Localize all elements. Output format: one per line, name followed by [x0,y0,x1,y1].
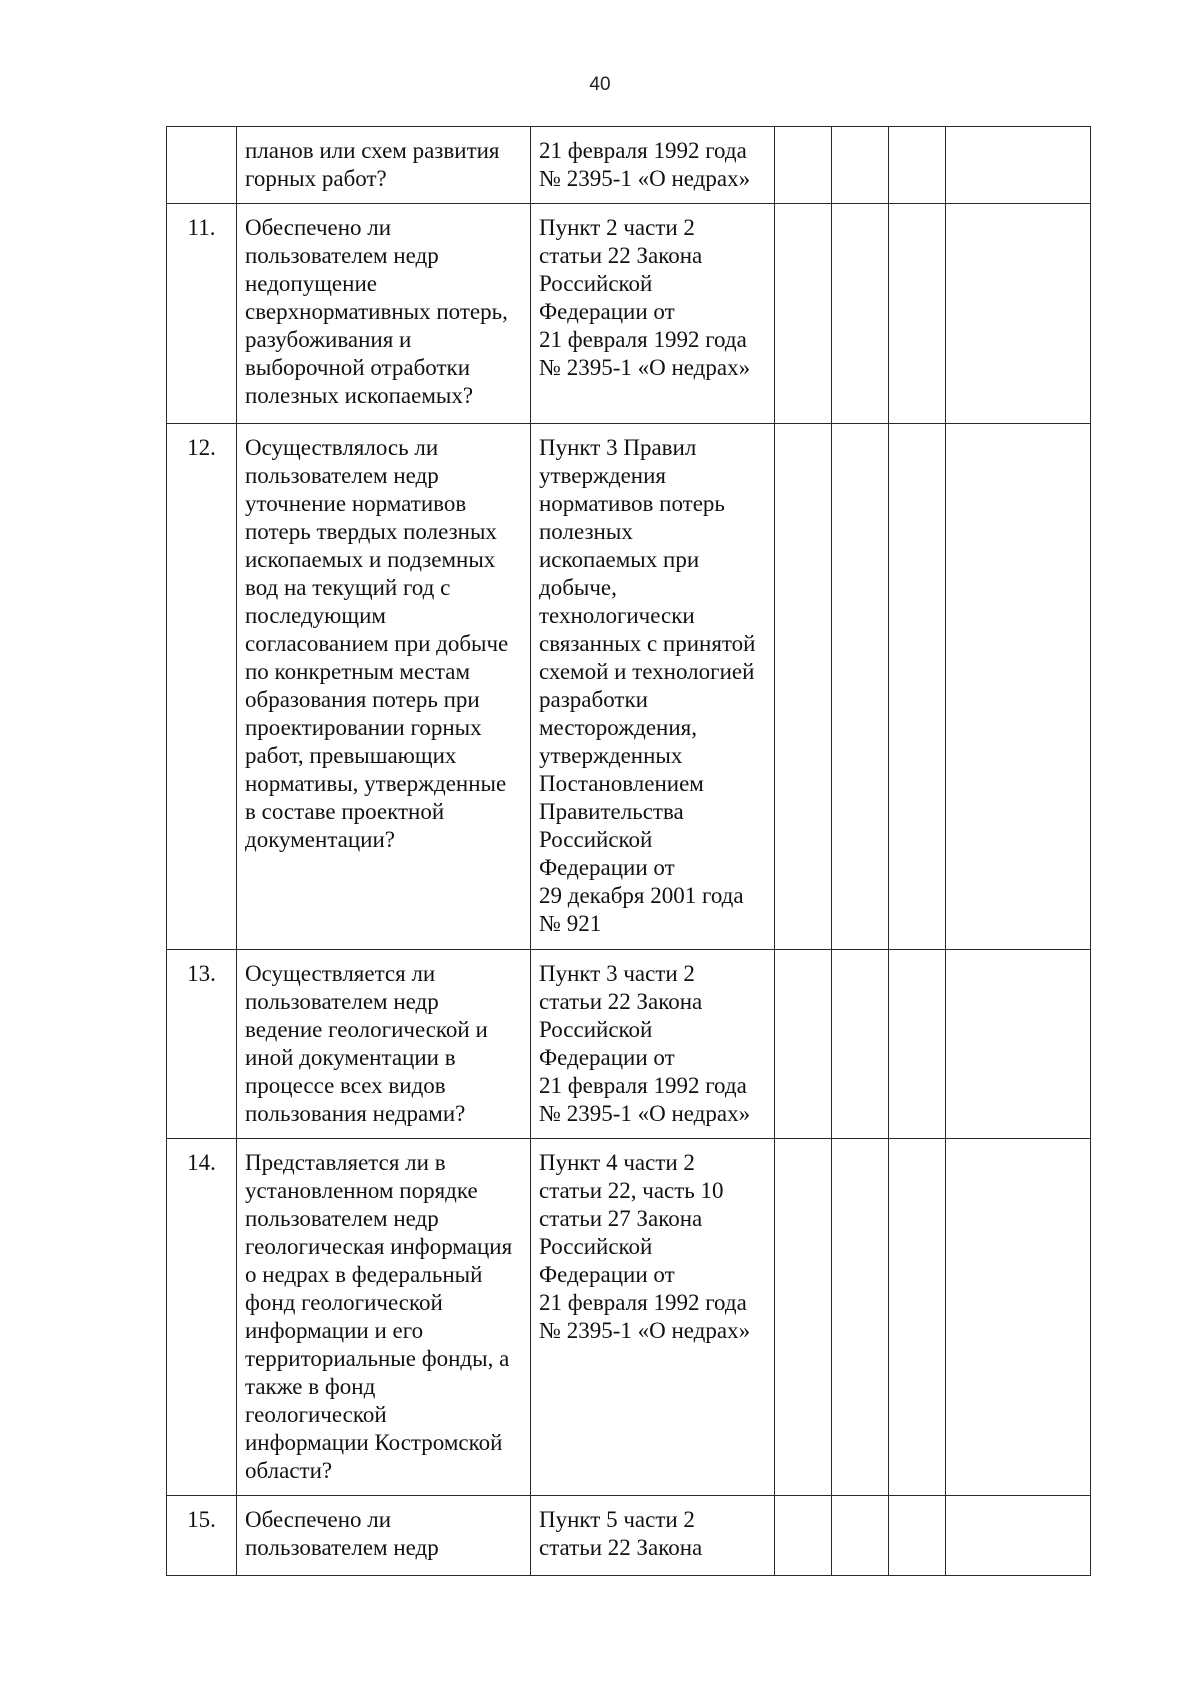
answer-na-cell[interactable] [889,1139,946,1496]
answer-na-cell[interactable] [889,204,946,424]
answer-yes-cell[interactable] [775,127,832,204]
answer-no-cell[interactable] [832,950,889,1139]
row-number: 14. [167,1139,237,1496]
question-cell: планов или схем развития горных работ? [237,127,531,204]
note-cell[interactable] [946,424,1091,950]
legal-basis-cell: Пункт 3 части 2 статьи 22 Закона Российской Федерации от 21 февраля 1992 года № 2395-1 «О недрах» [531,950,775,1139]
row-number: 15. [167,1496,237,1576]
legal-basis-cell: Пункт 2 части 2 статьи 22 Закона Российской Федерации от 21 февраля 1992 года № 2395-1 «О недрах» [531,204,775,424]
legal-basis-cell: Пункт 4 части 2 статьи 22, часть 10 статьи 27 Закона Российской Федерации от 21 февраля 1992 года № 2395-1 «О недрах» [531,1139,775,1496]
table-row [167,1496,1091,1576]
answer-no-cell[interactable] [832,1139,889,1496]
answer-na-cell[interactable] [889,950,946,1139]
row-number [167,127,237,204]
answer-yes-cell[interactable] [775,1139,832,1496]
answer-no-cell[interactable] [832,127,889,204]
table-row [167,1139,1091,1496]
legal-basis-cell: Пункт 3 Правил утверждения нормативов потерь полезных ископаемых при добыче, технологически связанных с принятой схемой и технологией разработки месторождения, утвержденных Постановлением Правительства Российской Федерации от 29 декабря 2001 года № 921 [531,424,775,950]
answer-yes-cell[interactable] [775,950,832,1139]
answer-yes-cell[interactable] [775,1496,832,1576]
table-row [167,424,1091,950]
answer-yes-cell[interactable] [775,424,832,950]
answer-no-cell[interactable] [832,424,889,950]
answer-na-cell[interactable] [889,424,946,950]
legal-basis-cell: 21 февраля 1992 года № 2395-1 «О недрах» [531,127,775,204]
answer-no-cell[interactable] [832,1496,889,1576]
answer-yes-cell[interactable] [775,204,832,424]
question-cell: Обеспечено ли пользователем недр [237,1496,531,1576]
page-number: 40 [589,74,611,95]
question-cell: Обеспечено ли пользователем недр недопущение сверхнормативных потерь, разубоживания и выборочной отработки полезных ископаемых? [237,204,531,424]
table-row [167,950,1091,1139]
note-cell[interactable] [946,950,1091,1139]
answer-no-cell[interactable] [832,204,889,424]
question-cell: Представляется ли в установленном порядке пользователем недр геологическая информация о недрах в федеральный фонд геологической информации и его территориальные фонды, а также в фонд геологической информации Костромской области? [237,1139,531,1496]
row-number: 11. [167,204,237,424]
note-cell[interactable] [946,1496,1091,1576]
answer-na-cell[interactable] [889,1496,946,1576]
table-row [167,204,1091,424]
answer-na-cell[interactable] [889,127,946,204]
legal-basis-cell: Пункт 5 части 2 статьи 22 Закона [531,1496,775,1576]
row-number: 12. [167,424,237,950]
row-number: 13. [167,950,237,1139]
checklist-table [166,126,1091,1576]
note-cell[interactable] [946,127,1091,204]
note-cell[interactable] [946,204,1091,424]
question-cell: Осуществляется ли пользователем недр ведение геологической и иной документации в процессе всех видов пользования недрами? [237,950,531,1139]
question-cell: Осуществлялось ли пользователем недр уточнение нормативов потерь твердых полезных ископаемых и подземных вод на текущий год с последующим согласованием при добыче по конкретным местам образования потерь при проектировании горных работ, превышающих нормативы, утвержденные в составе проектной документации? [237,424,531,950]
note-cell[interactable] [946,1139,1091,1496]
table-row [167,127,1091,204]
